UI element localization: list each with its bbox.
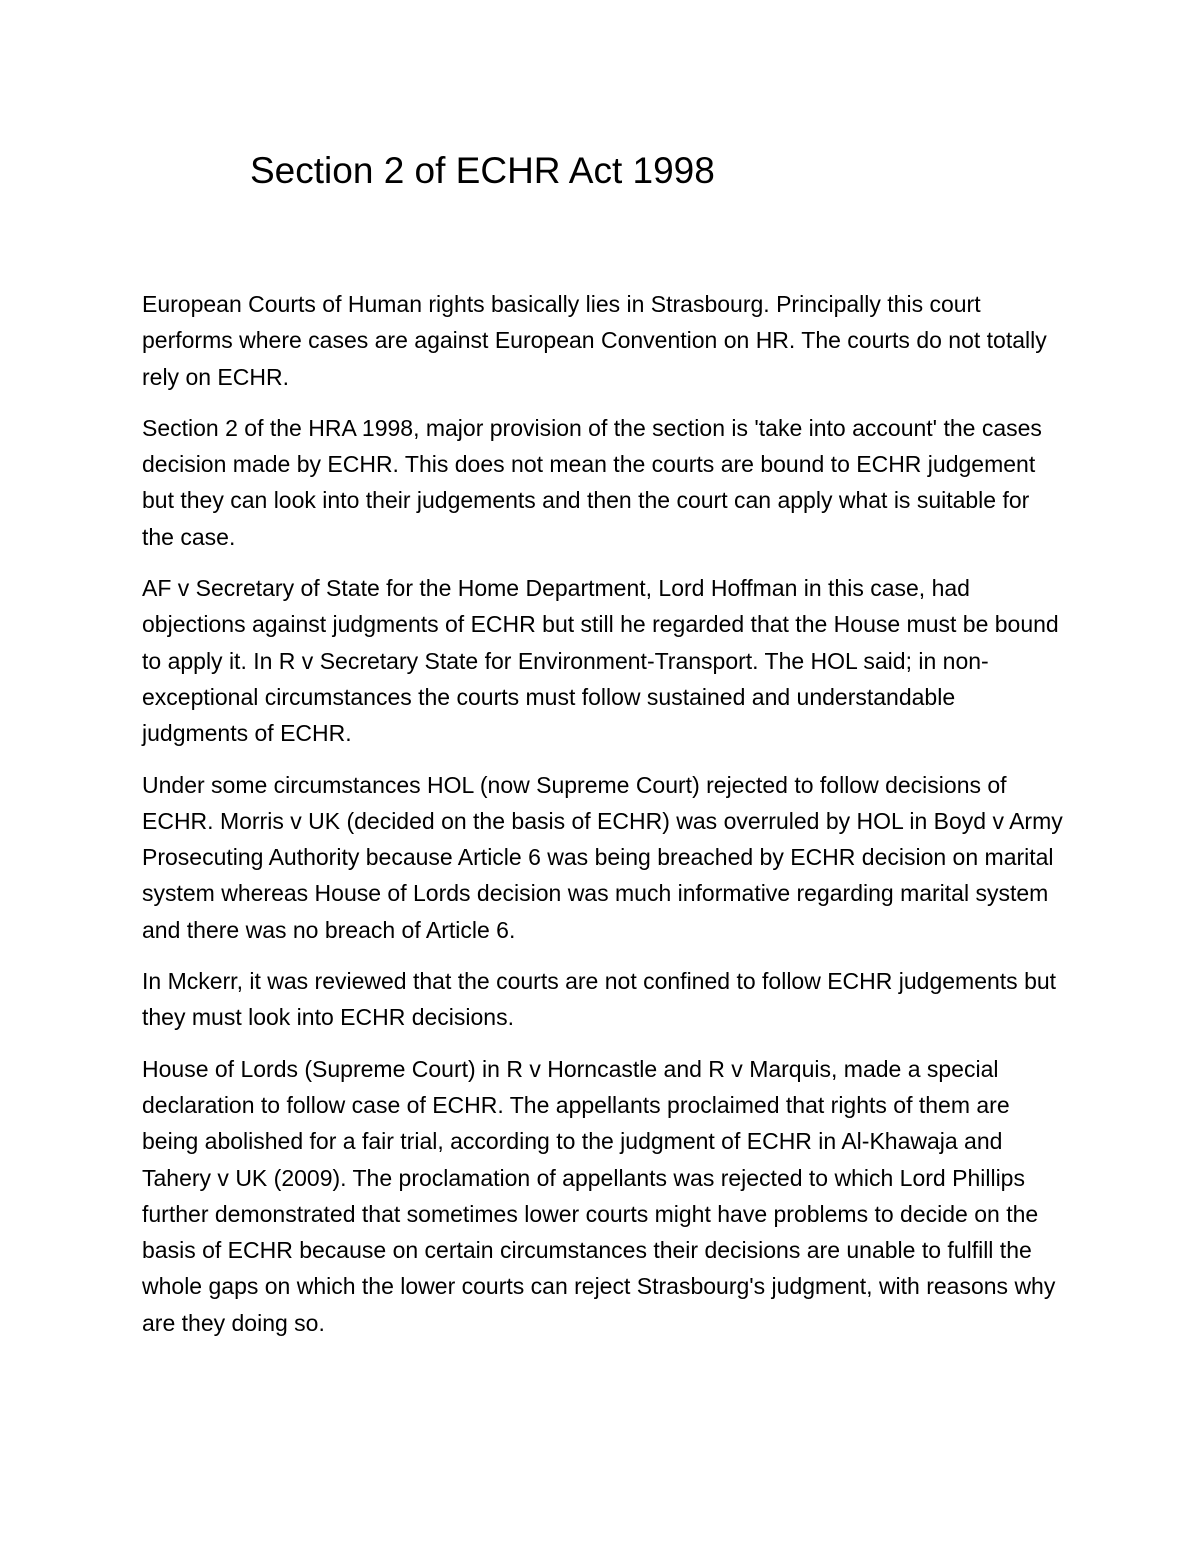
paragraph-mckerr: In Mckerr, it was reviewed that the courts are not confined to follow ECHR judgements but they must look into ECHR decisions. [142, 968, 1057, 1031]
paragraph-intro: European Courts of Human rights basically lies in Strasbourg. Principally this court performs where cases are against European Convention on HR. The courts do not totally rely on ECHR. [142, 291, 1047, 390]
document-title: Section 2 of ECHR Act 1998 [250, 150, 715, 191]
paragraph-af-case: AF v Secretary of State for the Home Department, Lord Hoffman in this case, had objections against judgments of ECHR but still he regarded that the House must be bound to apply it. In R v Secretary State for Environment-Transport. The HOL said; in non-exceptional circumstances the courts must follow sustained and understandable judgments of ECHR. [142, 575, 1059, 747]
paragraph-horncastle: House of Lords (Supreme Court) in R v Horncastle and R v Marquis, made a special declaration to follow case of ECHR. The appellants proclaimed that rights of them are being abolished for a fair trial, according to the judgment of ECHR in Al-Khawaja and Tahery v UK (2009). The proclamation of appellants was rejected to which Lord Phillips further demonstrated that sometimes lower courts might have problems to decide on the basis of ECHR because on certain circumstances their decisions are unable to fulfill the whole gaps on which the lower courts can reject Strasbourg's judgment, with reasons why are they doing so. [142, 1055, 1056, 1336]
document-body [142, 286, 1067, 1356]
paragraph-section-2: Section 2 of the HRA 1998, major provision of the section is 'take into account' the cases decision made by ECHR. This does not mean the courts are bound to ECHR judgement but they can look into their judgements and then the court can apply what is suitable for the case. [142, 414, 1042, 550]
paragraph-hol-rejection: Under some circumstances HOL (now Supreme Court) rejected to follow decisions of ECHR. Morris v UK (decided on the basis of ECHR) was overruled by HOL in Boyd v Army Prosecuting Authority because Article 6 was being breached by ECHR decision on marital system whereas House of Lords decision was much informative regarding marital system and there was no breach of Article 6. [142, 771, 1063, 943]
